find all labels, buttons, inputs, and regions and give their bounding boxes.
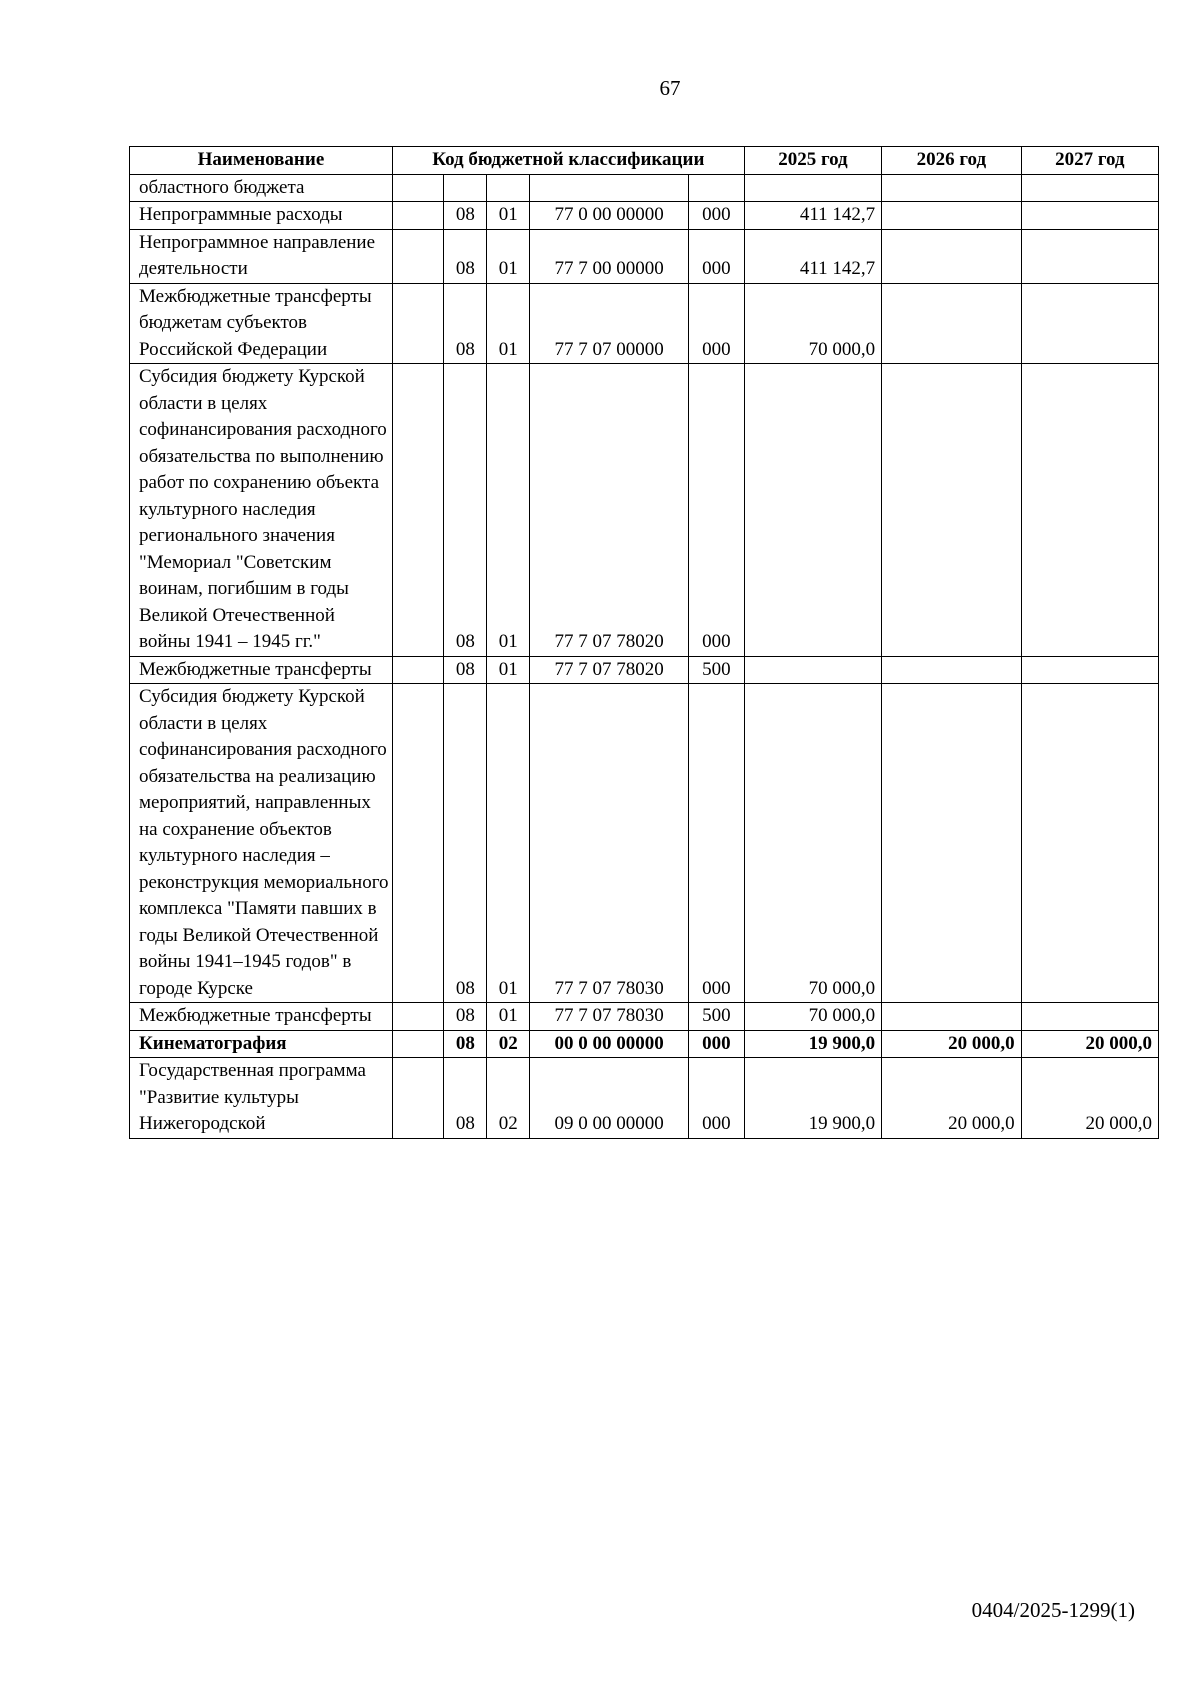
cell-pr: 01: [487, 229, 530, 283]
cell-name: областного бюджета: [130, 174, 393, 202]
cell-blank: [392, 174, 444, 202]
page-number: 67: [659, 76, 681, 100]
cell-blank: [392, 202, 444, 230]
table-row: [130, 684, 1159, 1003]
cell-csr: 00 0 00 00000: [530, 1030, 689, 1058]
cell-2027: [1021, 684, 1158, 1003]
cell-blank: [392, 1058, 444, 1139]
cell-2026: 20 000,0: [882, 1058, 1021, 1139]
cell-rz: 08: [444, 202, 487, 230]
cell-vr: 000: [688, 684, 744, 1003]
cell-pr: [487, 174, 530, 202]
cell-csr: 77 7 00 00000: [530, 229, 689, 283]
cell-2027: 20 000,0: [1021, 1058, 1158, 1139]
cell-blank: [392, 364, 444, 657]
cell-pr: 01: [487, 202, 530, 230]
cell-2026: [882, 1003, 1021, 1031]
cell-name: Субсидия бюджету Курской области в целях софинансирования расходного обязательства на реализацию мероприятий, направленных на сохранение объектов культурного наследия – реконструкция мемориального комплекса "Памяти павших в годы Великой Отечественной войны 1941–1945 годов" в городе Курске: [130, 684, 393, 1003]
cell-csr: 09 0 00 00000: [530, 1058, 689, 1139]
cell-2026: [882, 656, 1021, 684]
cell-2026: [882, 202, 1021, 230]
cell-rz: 08: [444, 1030, 487, 1058]
cell-name: Непрограммные расходы: [130, 202, 393, 230]
cell-2025: 19 900,0: [744, 1058, 881, 1139]
cell-blank: [392, 229, 444, 283]
table-row: [130, 202, 1159, 230]
cell-blank: [392, 684, 444, 1003]
cell-name: Межбюджетные трансферты бюджетам субъектов Российской Федерации: [130, 283, 393, 364]
table-row: [130, 283, 1159, 364]
table-row: [130, 364, 1159, 657]
cell-name: Государственная программа "Развитие культуры Нижегородской: [130, 1058, 393, 1139]
header-name: Наименование: [130, 147, 393, 175]
header-2026: 2026 год: [882, 147, 1021, 175]
cell-2026: [882, 174, 1021, 202]
cell-2027: [1021, 364, 1158, 657]
cell-vr: 000: [688, 1030, 744, 1058]
cell-csr: 77 7 07 78030: [530, 1003, 689, 1031]
cell-rz: 08: [444, 684, 487, 1003]
cell-2025: [744, 174, 881, 202]
cell-2026: [882, 229, 1021, 283]
cell-2025: 411 142,7: [744, 202, 881, 230]
cell-blank: [392, 283, 444, 364]
header-code: Код бюджетной классификации: [392, 147, 744, 175]
table-row: [130, 1003, 1159, 1031]
cell-rz: 08: [444, 283, 487, 364]
cell-name: Кинематография: [130, 1030, 393, 1058]
cell-2026: [882, 364, 1021, 657]
cell-name: Непрограммное направление деятельности: [130, 229, 393, 283]
cell-name: Межбюджетные трансферты: [130, 1003, 393, 1031]
cell-csr: 77 7 07 00000: [530, 283, 689, 364]
cell-vr: 500: [688, 656, 744, 684]
cell-2025: 411 142,7: [744, 229, 881, 283]
cell-blank: [392, 656, 444, 684]
cell-vr: [688, 174, 744, 202]
cell-2026: [882, 283, 1021, 364]
cell-vr: 000: [688, 202, 744, 230]
cell-2027: [1021, 283, 1158, 364]
cell-vr: 000: [688, 364, 744, 657]
cell-pr: 01: [487, 283, 530, 364]
cell-rz: 08: [444, 1058, 487, 1139]
cell-2027: [1021, 1003, 1158, 1031]
cell-2025: [744, 364, 881, 657]
cell-csr: 77 7 07 78030: [530, 684, 689, 1003]
document-number: 0404/2025-1299(1): [971, 1598, 1135, 1622]
cell-pr: 02: [487, 1030, 530, 1058]
cell-vr: 000: [688, 1058, 744, 1139]
cell-2025: 19 900,0: [744, 1030, 881, 1058]
table-row: [130, 656, 1159, 684]
cell-vr: 000: [688, 229, 744, 283]
cell-2027: [1021, 202, 1158, 230]
cell-csr: 77 7 07 78020: [530, 656, 689, 684]
header-2025: 2025 год: [744, 147, 881, 175]
cell-2025: 70 000,0: [744, 1003, 881, 1031]
table-row: [130, 1030, 1159, 1058]
cell-pr: 01: [487, 364, 530, 657]
cell-vr: 500: [688, 1003, 744, 1031]
cell-name: Межбюджетные трансферты: [130, 656, 393, 684]
cell-name: Субсидия бюджету Курской области в целях софинансирования расходного обязательства по выполнению работ по сохранению объекта культурного наследия регионального значения "Мемориал "Советским воинам, погибшим в годы Великой Отечественной войны 1941 – 1945 гг.": [130, 364, 393, 657]
cell-rz: 08: [444, 364, 487, 657]
cell-blank: [392, 1030, 444, 1058]
cell-2026: 20 000,0: [882, 1030, 1021, 1058]
budget-table: [129, 146, 1159, 1139]
cell-pr: 01: [487, 656, 530, 684]
cell-pr: 01: [487, 1003, 530, 1031]
cell-csr: 77 7 07 78020: [530, 364, 689, 657]
cell-pr: 02: [487, 1058, 530, 1139]
cell-2027: [1021, 656, 1158, 684]
cell-2025: 70 000,0: [744, 684, 881, 1003]
cell-rz: [444, 174, 487, 202]
cell-csr: 77 0 00 00000: [530, 202, 689, 230]
cell-2027: [1021, 174, 1158, 202]
cell-2025: 70 000,0: [744, 283, 881, 364]
cell-rz: 08: [444, 1003, 487, 1031]
header-2027: 2027 год: [1021, 147, 1158, 175]
cell-2025: [744, 656, 881, 684]
table-body: [130, 174, 1159, 1138]
cell-rz: 08: [444, 229, 487, 283]
cell-2027: 20 000,0: [1021, 1030, 1158, 1058]
cell-vr: 000: [688, 283, 744, 364]
cell-2026: [882, 684, 1021, 1003]
cell-blank: [392, 1003, 444, 1031]
cell-rz: 08: [444, 656, 487, 684]
cell-csr: [530, 174, 689, 202]
table-header-row: [130, 147, 1159, 175]
cell-pr: 01: [487, 684, 530, 1003]
table-row-continuation: [130, 174, 1159, 202]
cell-2027: [1021, 229, 1158, 283]
table-row: [130, 229, 1159, 283]
table-row: [130, 1058, 1159, 1139]
